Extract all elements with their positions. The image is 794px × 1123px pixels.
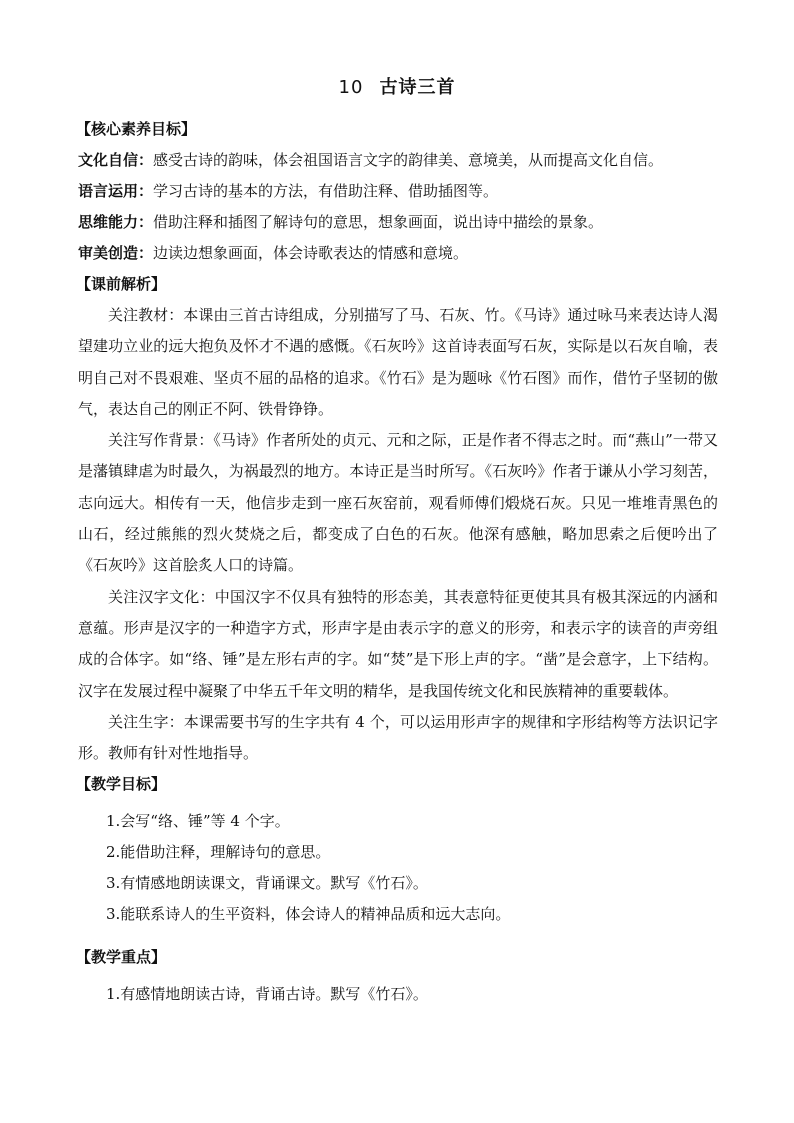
pre-analysis-heading: 【课前解析】 [76,275,167,293]
teaching-goal-item: 2.能借助注释，理解诗句的意思。 [106,843,331,862]
paragraph-background: 关注写作背景：《马诗》作者所处的贞元、元和之际，正是作者不得志之时。而“燕山”一带又是藩镇肆虐为时最久，为祸最烈的地方。本诗正是当时所写。《石灰吟》作者于谦从小学习刻苦，志向远大。相传有一天，他信步走到一座石灰窑前，观看师傅们煅烧石灰。只见一堆堆青黑色的山石，经过熊熊的烈火焚烧之后，都变成了白色的石灰。他深有感触，略加思索之后便吟出了《石灰吟》这首脍炙人口的诗篇。 [78,431,718,575]
lesson-title: 古诗三首 [379,77,456,98]
page-title [0,76,794,100]
teaching-focus-heading: 【教学重点】 [76,948,167,967]
goal-text: 边读边想象画面，体会诗歌表达的情感和意境。 [153,244,469,262]
goal-aesthetic-creation [78,238,718,269]
goal-label: 文化自信： [78,151,154,169]
goal-label: 思维能力： [78,213,154,231]
goal-text: 感受古诗的韵味，体会祖国语言文字的韵律美、意境美，从而提高文化自信。 [153,151,664,169]
paragraph-new-characters: 关注生字：本课需要书写的生字共有 4 个，可以运用形声字的规律和字形结构等方法识记字形。教师有针对性地指导。 [78,712,718,763]
paragraph-characters-culture: 关注汉字文化：中国汉字不仅具有独特的形态美，其表意特征更使其具有极其深远的内涵和意蕴。形声是汉字的一种造字方式，形声字是由表示字的意义的形旁，和表示字的读音的声旁组成的合体字。如“络、锤”是左形右声的字。如“焚”是下形上声的字。“凿”是会意字，上下结构。汉字在发展过程中凝聚了中华五千年文明的精华，是我国传统文化和民族精神的重要载体。 [78,587,718,700]
core-goals-heading: 【核心素养目标】 [76,120,197,138]
teaching-focus-item: 1.有感情地朗读古诗，背诵古诗。默写《竹石》。 [106,985,428,1004]
goal-text: 学习古诗的基本的方法，有借助注释、借助插图等。 [153,182,499,200]
teaching-goals-heading: 【教学目标】 [76,775,167,794]
goal-label: 语言运用： [78,182,154,200]
teaching-goal-item: 1.会写“络、锤”等 4 个字。 [106,812,290,831]
goal-language-use [78,176,718,207]
teaching-goal-item: 3.能联系诗人的生平资料，体会诗人的精神品质和远大志向。 [106,905,511,924]
goal-cultural-confidence [78,145,718,176]
teaching-goal-item: 3.有情感地朗读课文，背诵课文。默写《竹石》。 [106,874,428,893]
lesson-number: 10 [338,77,364,98]
goal-text: 借助注释和插图了解诗句的意思，想象画面，说出诗中描绘的景象。 [153,213,604,231]
document-body [78,114,718,1010]
goal-label: 审美创造： [78,244,154,262]
goal-thinking-ability [78,207,718,238]
paragraph-textbook: 关注教材：本课由三首古诗组成，分别描写了马、石灰、竹。《马诗》通过咏马来表达诗人渴望建功立业的远大抱负及怀才不遇的感慨。《石灰吟》这首诗表面写石灰，实际是以石灰自喻，表明自己对不畏艰难、坚贞不屈的品格的追求。《竹石》是为题咏《竹石图》而作，借竹子坚韧的傲气，表达自己的刚正不阿、铁骨铮铮。 [78,306,718,418]
